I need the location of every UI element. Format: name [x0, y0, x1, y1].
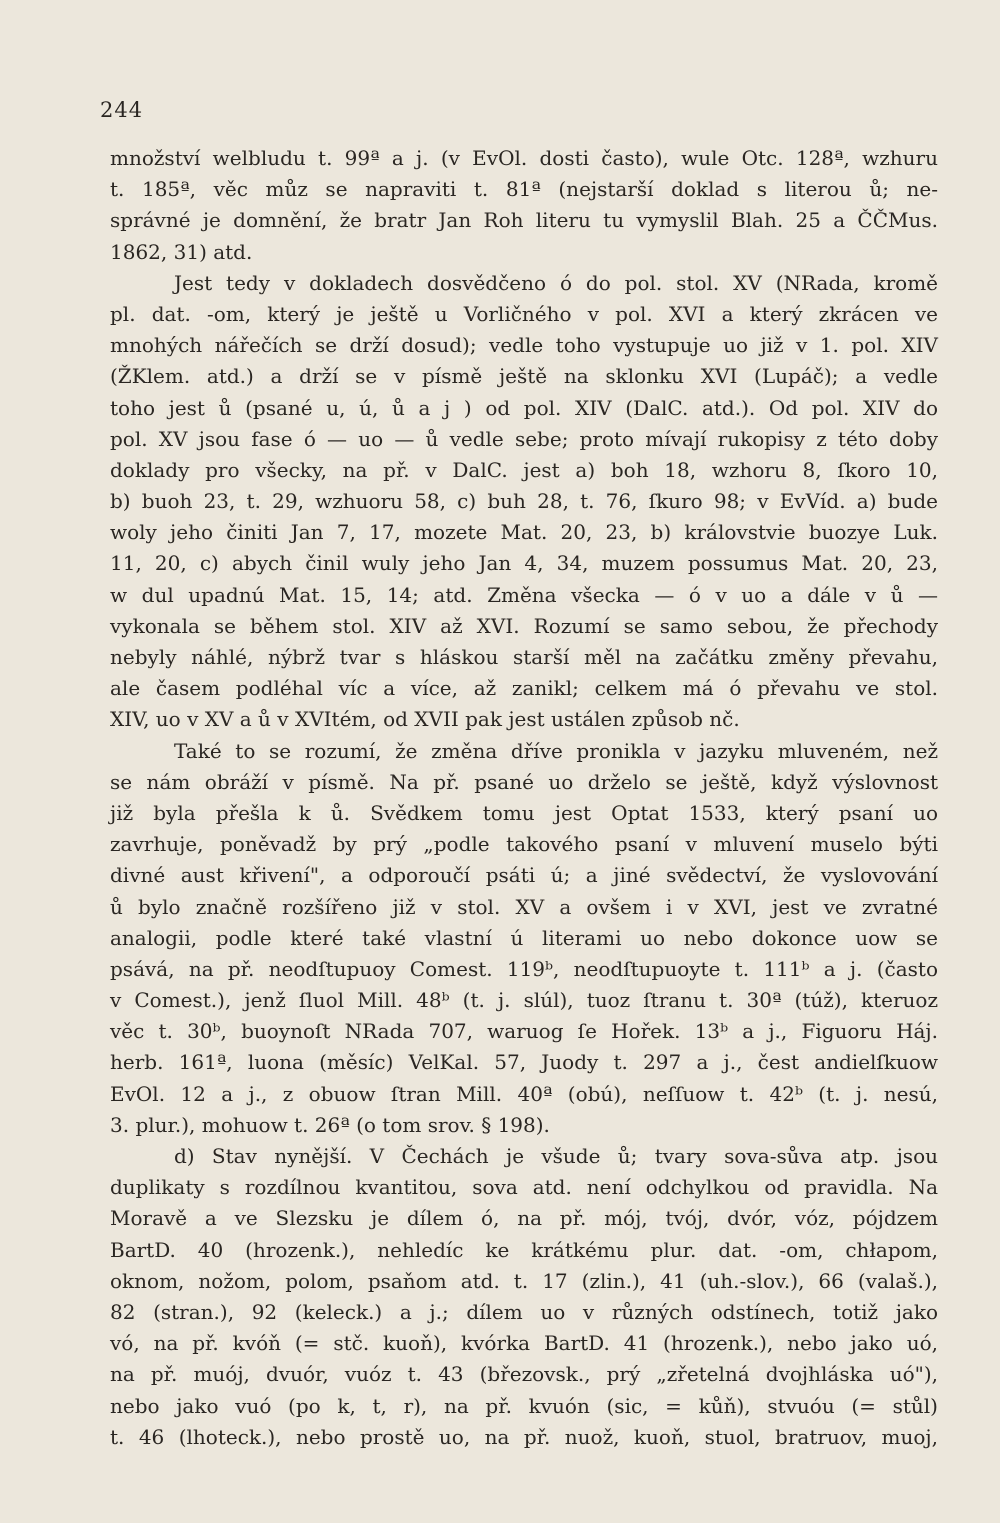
- text-line: Moravě a ve Slezsku je dílem ó, na př. mój, tvój, dvór, vóz, pójdzem: [110, 1206, 938, 1231]
- text-line: věc t. 30ᵇ, buoynoſt NRada 707, waruog ſe Hořek. 13ᵇ a j., Figuoru Háj.: [110, 1019, 938, 1044]
- text-line: v Comest.), jenž ſluol Mill. 48ᵇ (t. j. slúl), tuoz ſtranu t. 30ª (túž), kteruoz: [110, 988, 938, 1013]
- text-line: mnohých nářečích se drží dosud); vedle toho vystupuje uo již v 1. pol. XIV: [110, 333, 938, 358]
- text-line: se nám obráží v písmě. Na př. psané uo drželo se ještě, když výslovnost: [110, 769, 938, 794]
- text-line: 3. plur.), mohuow t. 26ª (o tom srov. § 198).: [110, 1112, 550, 1137]
- text-line: (ŽKlem. atd.) a drží se v písmě ještě na sklonku XVI (Lupáč); a vedle: [110, 364, 938, 389]
- text-line: duplikaty s rozdílnou kvantitou, sova atd. není odchylkou od pravidla. Na: [110, 1175, 938, 1200]
- text-line: XIV, uo v XV a ů v XVItém, od XVII pak jest ustálen způsob nč.: [110, 707, 740, 732]
- text-line: oknom, nožom, polom, psaňom atd. t. 17 (zlin.), 41 (uh.-slov.), 66 (valaš.),: [110, 1268, 938, 1293]
- text-line: t. 185ª, věc můz se napraviti t. 81ª (nejstarší doklad s literou ů; ne-: [110, 177, 938, 202]
- text-line: nebyly náhlé, nýbrž tvar s hláskou starší měl na začátku změny převahu,: [110, 645, 938, 669]
- text-line: množství welbludu t. 99ª a j. (v EvOl. dosti často), wule Otc. 128ª, wzhuru: [110, 146, 938, 170]
- text-line: pl. dat. -om, který je ještě u Vorličného v pol. XVI a který zkrácen ve: [110, 301, 938, 326]
- text-line: EvOl. 12 a j., z obuow ſtran Mill. 40ª (obú), neſſuow t. 42ᵇ (t. j. nesú,: [110, 1081, 938, 1106]
- text-line: divné aust křivení", a odporoučí psáti ú; a jiné svědectví, že vyslovování: [110, 863, 938, 888]
- text-line: psává, na př. neodſtupuoy Comest. 119ᵇ, neodſtupuoyte t. 111ᵇ a j. (často: [110, 956, 938, 981]
- text-line: b) buoh 23, t. 29, wzhuoru 58, c) buh 28, t. 76, ſkuro 98; v EvVíd. a) bude: [110, 489, 938, 514]
- text-line: toho jest ů (psané u, ú, ů a j ) od pol. XIV (DalC. atd.). Od pol. XIV do: [110, 395, 938, 420]
- text-line: ů bylo značně rozšířeno již v stol. XV a ovšem i v XVI, jest ve zvratné: [110, 894, 938, 919]
- text-line: herb. 161ª, luona (měsíc) VelKal. 57, Juody t. 297 a j., čest andielſkuow: [110, 1050, 938, 1075]
- text-line: doklady pro všecky, na př. v DalC. jest a) boh 18, wzhoru 8, ſkoro 10,: [110, 457, 938, 482]
- text-line: woly jeho činiti Jan 7, 17, mozete Mat. 20, 23, b) královstvie buozye Luk.: [110, 520, 938, 545]
- text-line: na př. muój, dvuór, vuóz t. 43 (březovsk., prý „zřetelná dvojhláska uó"),: [110, 1362, 938, 1387]
- text-line: 82 (stran.), 92 (keleck.) a j.; dílem uo v různých odstínech, totiž jako: [110, 1299, 938, 1324]
- text-line: již byla přešla k ů. Svědkem tomu jest Optat 1533, který psaní uo: [110, 800, 938, 825]
- text-line: pol. XV jsou fase ó — uo — ů vedle sebe; proto mívají rukopisy z této doby: [110, 426, 938, 451]
- text-line: 1862, 31) atd.: [110, 239, 253, 264]
- page-number: 244: [100, 98, 144, 122]
- text-line: d) Stav nynější. V Čechách je všude ů; tvary sova-sůva atp. jsou: [174, 1144, 938, 1168]
- text-line: vykonala se během stol. XIV až XVI. Rozumí se samo sebou, že přechody: [110, 613, 938, 638]
- text-line: správné je domnění, že bratr Jan Roh literu tu vymyslil Blah. 25 a ČČMus.: [110, 208, 938, 233]
- text-line: nebo jako vuó (po k, t, r), na př. kvuón (sic, = kůň), stvuóu (= stůl): [110, 1393, 938, 1418]
- text-line: t. 46 (lhoteck.), nebo prostě uo, na př. nuož, kuoň, stuol, bratruov, muoj,: [110, 1424, 938, 1449]
- page-text: [110, 143, 938, 1453]
- text-line: vó, na př. kvóň (= stč. kuoň), kvórka BartD. 41 (hrozenk.), nebo jako uó,: [110, 1331, 938, 1356]
- text-line: analogii, podle které také vlastní ú literami uo nebo dokonce uow se: [110, 925, 938, 950]
- text-line: BartD. 40 (hrozenk.), nehledíc ke krátkému plur. dat. -om, chłapom,: [110, 1237, 938, 1262]
- text-line: 11, 20, c) abych činil wuly jeho Jan 4, 34, muzem possumus Mat. 20, 23,: [110, 551, 938, 576]
- text-line: zavrhuje, poněvadž by prý „podle takového psaní v mluvení muselo býti: [110, 832, 938, 857]
- text-line: Také to se rozumí, že změna dříve pronikla v jazyku mluveném, než: [174, 738, 938, 763]
- text-line: ale časem podléhal víc a více, až zanikl; celkem má ó převahu ve stol.: [110, 676, 938, 701]
- text-line: Jest tedy v dokladech dosvědčeno ó do pol. stol. XV (NRada, kromě: [174, 270, 938, 295]
- text-line: w dul upadnú Mat. 15, 14; atd. Změna všecka — ó v uo a dále v ů —: [110, 582, 938, 607]
